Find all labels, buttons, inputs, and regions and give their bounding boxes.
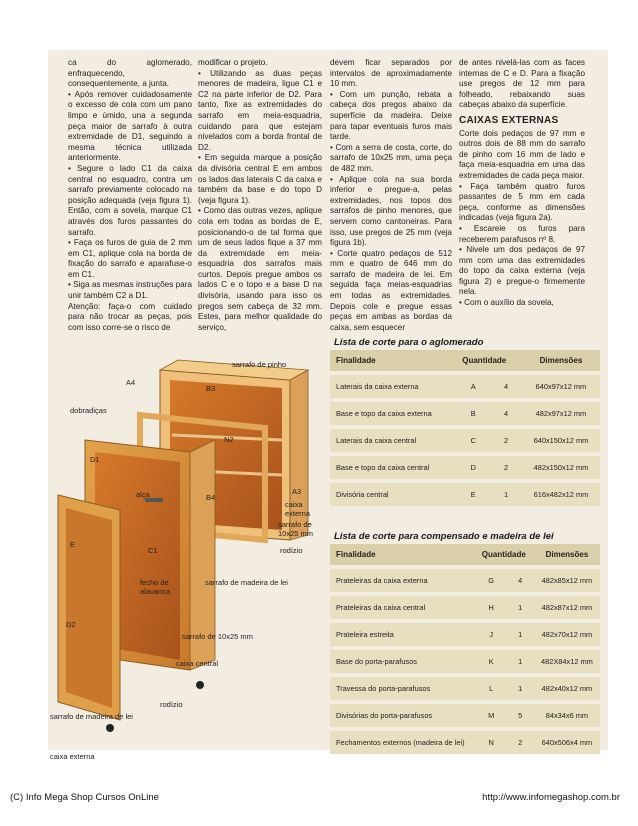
table-cell: 4 bbox=[490, 402, 522, 425]
paragraph: • Com o auxílio da sovela, bbox=[459, 298, 554, 308]
table-cell: 482x70x12 mm bbox=[534, 623, 600, 646]
figure-label: caixa central bbox=[176, 659, 219, 668]
figure-label: dobradiças bbox=[70, 406, 107, 415]
paragraph: • Escareie os furos para receberem parafusos nº 8. bbox=[459, 223, 585, 244]
figure-label: D1 bbox=[90, 455, 100, 464]
table-cell: A bbox=[456, 375, 490, 398]
table-cell: Prateleiras da caixa externa bbox=[330, 569, 476, 592]
figure-label: alça bbox=[136, 490, 150, 499]
paragraph: • Com a serra de costa, corte, do sarrafo de 10x25 mm, uma peça de 482 mm. bbox=[330, 142, 452, 173]
figure-label: caixa externa bbox=[285, 500, 311, 518]
paragraph: • Nivele um dos pedaços de 97 mm com uma das extremidades do topo da caixa externa (veja figura 2) e pregue-o firmemente nela. bbox=[459, 245, 585, 297]
figure-label: sarrafo de 10x25 mm bbox=[278, 520, 314, 538]
table-header-row bbox=[330, 350, 600, 371]
table-cell: 1 bbox=[507, 596, 534, 619]
table-cell: 1 bbox=[507, 623, 534, 646]
table-cell: J bbox=[476, 623, 507, 646]
figure-label: sarrafo de madeira de lei bbox=[50, 712, 133, 721]
table-cell: Divisórias do porta-parafusos bbox=[330, 704, 476, 727]
figure-label: sarrafo de madeira de lei bbox=[205, 578, 288, 587]
table-row bbox=[330, 596, 600, 619]
figure-label: C1 bbox=[148, 546, 158, 555]
paragraph: • Faça também quatro furos passantes de 5 mm em cada peça, conforme as dimensões indicadas (veja figura 2a). bbox=[459, 181, 585, 223]
table-cell: M bbox=[476, 704, 507, 727]
table-cell: 640x506x4 mm bbox=[534, 731, 600, 754]
footer-copyright: (C) Info Mega Shop Cursos OnLine bbox=[10, 792, 159, 803]
table-cell: Fechamentos externos (madeira de lei) bbox=[330, 731, 476, 754]
paragraph: ca do aglomerado, enfraquecendo, consequentemente, a junta. bbox=[68, 58, 192, 89]
table-cell: 1 bbox=[507, 677, 534, 700]
text-column-2 bbox=[198, 58, 322, 333]
figure-label: B4 bbox=[206, 493, 216, 502]
paragraph: de antes nivelá-las com as faces internas de C e D. Para a fixação use pregos de 12 mm para folheado, rebaixando suas cabeças abaixo da superfície. bbox=[459, 58, 585, 110]
column-header: Finalidade bbox=[330, 544, 476, 565]
table-row bbox=[330, 677, 600, 700]
paragraph: Corte dois pedaços de 97 mm e outros dois de 88 mm do sarrafo de pinho com 16 mm de lado e faça meia-esquadria em uma das extremidades de cada peça maior. bbox=[459, 128, 585, 180]
table-row bbox=[330, 623, 600, 646]
table-row bbox=[330, 704, 600, 727]
table-title: Lista de corte para compensado e madeira de lei bbox=[334, 531, 554, 542]
table-cell: 5 bbox=[507, 704, 534, 727]
table-cell: E bbox=[456, 483, 490, 506]
table-cell: 640x97x12 mm bbox=[522, 375, 600, 398]
column-header: Finalidade bbox=[330, 350, 456, 371]
text-column-4 bbox=[459, 58, 585, 309]
figure-label: B3 bbox=[206, 384, 216, 393]
cut-list-table-compensado bbox=[330, 540, 600, 758]
table-row bbox=[330, 731, 600, 754]
table-cell: 482x150x12 mm bbox=[522, 456, 600, 479]
table-cell: L bbox=[476, 677, 507, 700]
paragraph: • Corte quatro pedaços de 512 mm e quatro de 646 mm do sarrafo de madeira de lei. Em seguida faça meias-esquadrias em todas as extremidades. Depois cole e pregue essas peças em ambas as bordas da caixa, sem esquecer bbox=[330, 248, 452, 332]
table-cell: H bbox=[476, 596, 507, 619]
table-cell: 4 bbox=[507, 569, 534, 592]
table-cell: 84x34x6 mm bbox=[534, 704, 600, 727]
column-header: Quantidade bbox=[456, 350, 522, 371]
paragraph: devem ficar separados por intervalos de aproximadamente 10 mm. bbox=[330, 58, 452, 89]
table-row bbox=[330, 483, 600, 506]
table-cell: Base do porta-parafusos bbox=[330, 650, 476, 673]
figure-label: A3 bbox=[292, 487, 302, 496]
table-cell: Travessa do porta-parafusos bbox=[330, 677, 476, 700]
paragraph: • Faça os furos de guia de 2 mm em C1, aplique cola na borda de fixação do sarrafo e aparafuse-o em C1. bbox=[68, 238, 192, 279]
table-cell: 482x85x12 mm bbox=[534, 569, 600, 592]
table-row bbox=[330, 569, 600, 592]
table-cell: Base e topo da caixa central bbox=[330, 456, 456, 479]
table-cell: 482x87x12 mm bbox=[534, 596, 600, 619]
table-cell: 482x40x12 mm bbox=[534, 677, 600, 700]
table-cell: Prateleiras da caixa central bbox=[330, 596, 476, 619]
paragraph: • Aplique cola na sua borda inferior e pregue-a, pelas extremidades, nos topos dos sarrafos de pinho menores, que servem como cantoneiras. Para isso, use pregos de 25 mm (veja figura 1b). bbox=[330, 174, 452, 248]
column-header: Dimensões bbox=[534, 544, 600, 565]
table-cell: N bbox=[476, 731, 507, 754]
table-cell: Divisória central bbox=[330, 483, 456, 506]
table-row bbox=[330, 375, 600, 398]
paragraph: Atenção: faça-o com cuidado para não trocar as peças, pois com isso corre-se o risco de bbox=[68, 301, 192, 332]
table-cell: 2 bbox=[490, 429, 522, 452]
column-header: Dimensões bbox=[522, 350, 600, 371]
figure-label: rodízio bbox=[280, 546, 303, 555]
table-title: Lista de corte para o aglomerado bbox=[334, 337, 484, 348]
table-cell: B bbox=[456, 402, 490, 425]
table-cell: 4 bbox=[490, 375, 522, 398]
figure-label: caixa externa bbox=[50, 752, 95, 761]
table-row bbox=[330, 429, 600, 452]
figure-label: rodízio bbox=[160, 700, 183, 709]
paragraph: • Siga as mesmas instruções para unir também C2 a D1. bbox=[68, 280, 192, 301]
table-cell: 616x482x12 mm bbox=[522, 483, 600, 506]
table-header-row bbox=[330, 544, 600, 565]
paragraph: • Em seguida marque a posição da divisória central E em ambos os lados das laterais C da caixa e também da base e do topo D (veja figura 1). bbox=[198, 153, 322, 205]
figure-label: sarrafo de pinho bbox=[232, 360, 287, 369]
section-heading: CAIXAS EXTERNAS bbox=[459, 114, 559, 126]
table-cell: 1 bbox=[507, 650, 534, 673]
table-cell: Prateleira estreita bbox=[330, 623, 476, 646]
table-cell: D bbox=[456, 456, 490, 479]
footer-url-link[interactable]: http://www.infomegashop.com.br bbox=[482, 792, 620, 803]
table-cell: 640x150x12 mm bbox=[522, 429, 600, 452]
paragraph: • Segure o lado C1 da caixa central no esquadro, contra um sarrafo previamente colocado na posição adequada (veja figura 1). Então, com a sovela, marque C1 através dos furos passantes do sarrafo. bbox=[68, 163, 192, 237]
text-column-1 bbox=[68, 58, 192, 333]
figure-label: E bbox=[70, 540, 76, 549]
table-cell: 2 bbox=[490, 456, 522, 479]
table-row bbox=[330, 402, 600, 425]
figure-label: N2 bbox=[224, 435, 234, 444]
table-cell: Base e topo da caixa externa bbox=[330, 402, 456, 425]
table-cell: 482X84x12 mm bbox=[534, 650, 600, 673]
column-header: Quantidade bbox=[476, 544, 534, 565]
table-row bbox=[330, 650, 600, 673]
paragraph: • Após remover cuidadosamente o excesso de cola com um pano limpo e úmido, una a segunda peça maior de sarrafo à outra extremidade de D1, seguindo a mesma técnica utilizada anteriormente. bbox=[68, 89, 192, 163]
figure-label: sarrafo de 10x25 mm bbox=[182, 632, 253, 641]
table-cell: G bbox=[476, 569, 507, 592]
figure-label: D2 bbox=[66, 620, 76, 629]
table-cell: Laterais da caixa externa bbox=[330, 375, 456, 398]
cut-list-table-aglomerado bbox=[330, 346, 600, 510]
table-cell: C bbox=[456, 429, 490, 452]
figure-label: fecho de alavanca bbox=[140, 578, 171, 596]
table-cell: 482x97x12 mm bbox=[522, 402, 600, 425]
table-cell: K bbox=[476, 650, 507, 673]
paragraph: modificar o projeto. bbox=[198, 58, 268, 67]
paragraph: • Utilizando as duas peças menores de madeira, ligue C1 e C2 na parte inferior de D2. Para tanto, fixe as extremidades do sarrafo em meia-esquadria, cuidando para que estejam nivelados com a borda frontal de D2. bbox=[198, 68, 322, 152]
figure-label: A4 bbox=[126, 378, 136, 387]
table-cell: Laterais da caixa central bbox=[330, 429, 456, 452]
text-column-3 bbox=[330, 58, 452, 333]
paragraph: • Com um punção, rebata a cabeça dos pregos abaixo da superfície da madeira. Deixe para tapar eventuais furos mais tarde. bbox=[330, 89, 452, 142]
table-cell: 2 bbox=[507, 731, 534, 754]
table-row bbox=[330, 456, 600, 479]
table-cell: 1 bbox=[490, 483, 522, 506]
paragraph: • Como das outras vezes, aplique cola em todas as bordas de E, posicionando-o de tal forma que um de seus lados fique a 37 mm da extremidade em meia-esquadria dos sarrafos mais curtos. Depois pregue ambos os lados C e o topo e a base D na divisória, usando para isso os pregos sem cabeça de 32 mm. Estes, para melhor qualidade do serviço, bbox=[198, 206, 322, 332]
